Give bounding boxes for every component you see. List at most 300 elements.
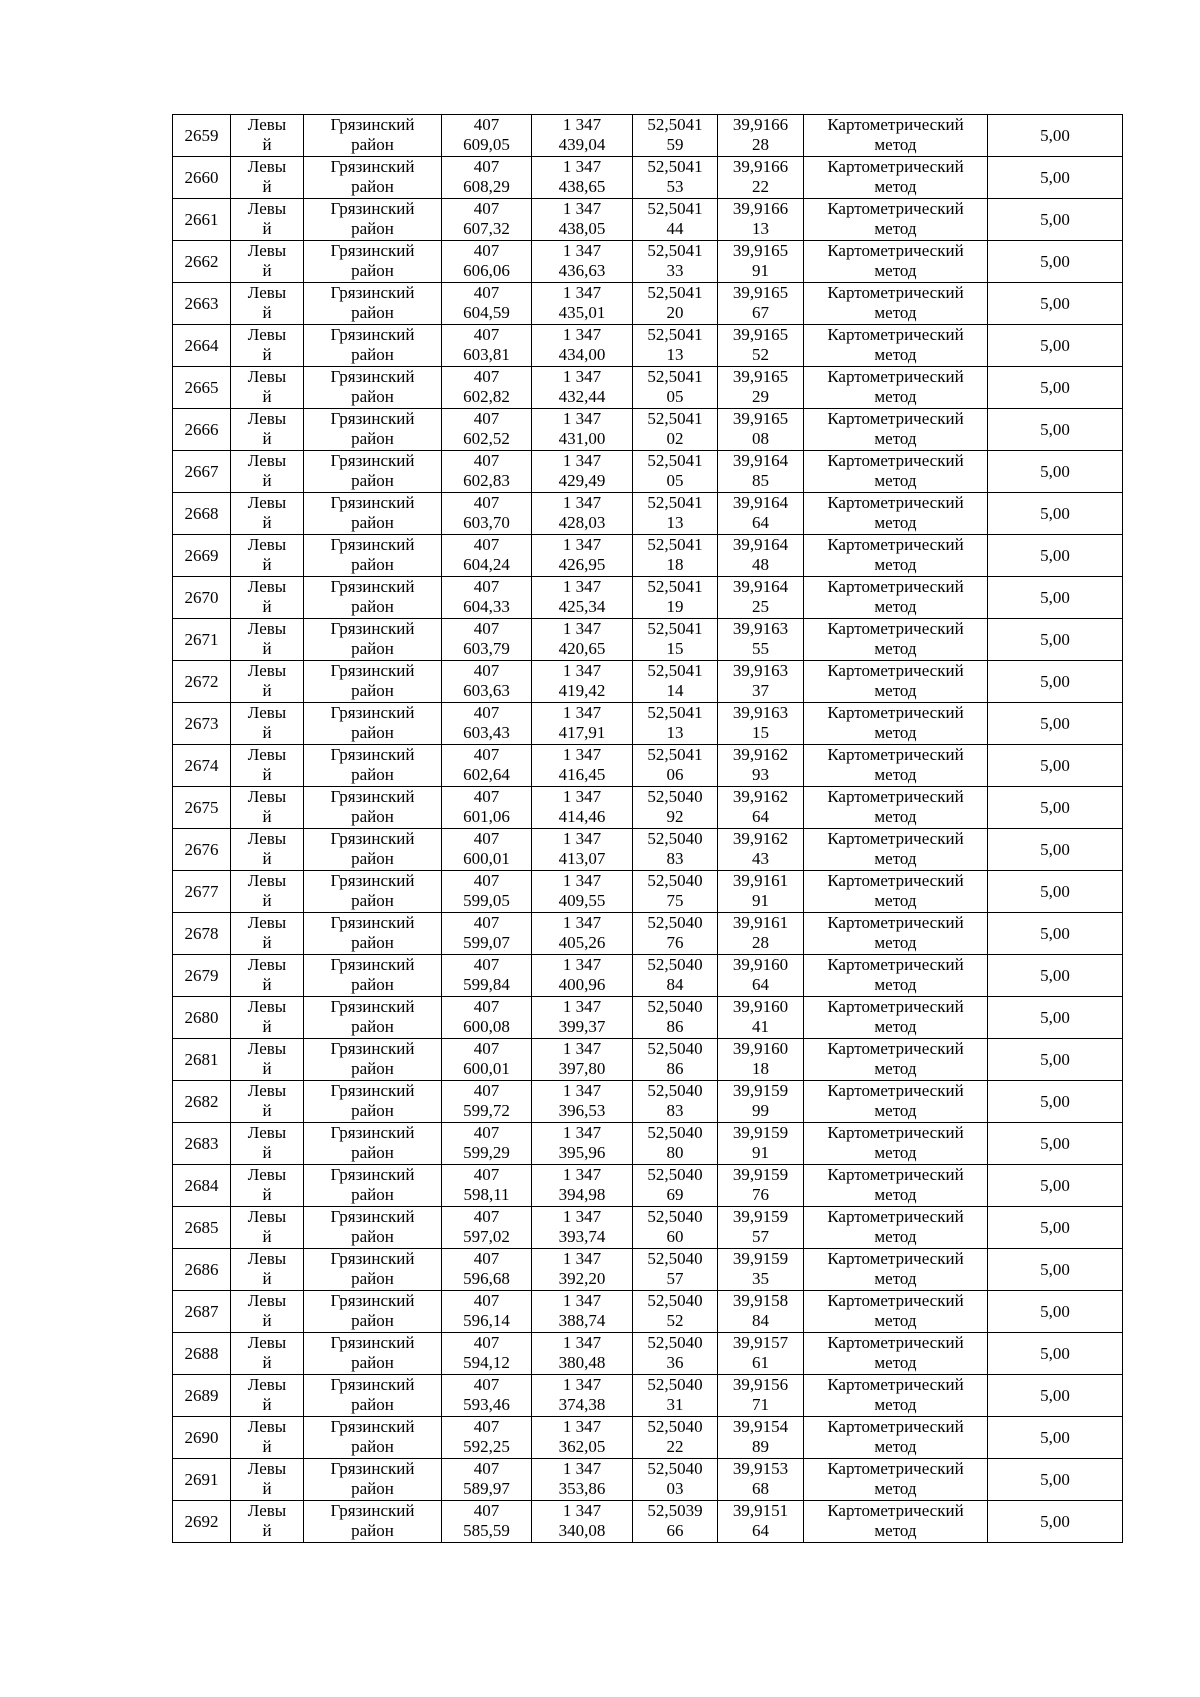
table-row: [173, 283, 1123, 325]
x-coordinate-cell: [442, 1123, 532, 1165]
side-cell-line: Левы: [247, 577, 287, 596]
method-cell-line: Картометрический: [827, 1249, 964, 1268]
side-cell: [231, 1333, 304, 1375]
longitude-cell: [718, 1459, 804, 1501]
y-coordinate-cell-line: 1 347: [562, 787, 602, 806]
table-row: [173, 1459, 1123, 1501]
longitude-cell-line: 93: [752, 765, 769, 784]
point-number-cell: 2674: [173, 745, 231, 787]
longitude-cell-line: 39,9163: [732, 619, 789, 638]
point-number-cell: 2669: [173, 535, 231, 577]
latitude-cell-line: 52,5041: [647, 283, 703, 302]
table-row: [173, 325, 1123, 367]
longitude-cell: [718, 367, 804, 409]
method-cell-line: метод: [874, 1479, 917, 1498]
table-body: [173, 115, 1123, 1543]
accuracy-cell: 5,00: [988, 1375, 1123, 1417]
district-cell-line: Грязинский: [330, 619, 415, 638]
x-coordinate-cell-line: 596,68: [463, 1269, 510, 1288]
latitude-cell-line: 52,5041: [647, 157, 703, 176]
side-cell-line: Левы: [247, 871, 287, 890]
longitude-cell-line: 37: [752, 681, 769, 700]
method-cell-line: Картометрический: [827, 199, 964, 218]
method-cell-line: метод: [874, 1437, 917, 1456]
latitude-cell: [633, 745, 718, 787]
method-cell-line: метод: [874, 1059, 917, 1078]
longitude-cell-line: 39,9164: [732, 577, 789, 596]
longitude-cell-line: 64: [752, 513, 769, 532]
longitude-cell-line: 71: [752, 1395, 769, 1414]
district-cell: [304, 1375, 442, 1417]
district-cell-line: Грязинский: [330, 199, 415, 218]
latitude-cell-line: 52,5041: [647, 745, 703, 764]
latitude-cell-line: 52,5040: [647, 1207, 703, 1226]
accuracy-cell: 5,00: [988, 1039, 1123, 1081]
x-coordinate-cell-line: 407: [473, 283, 500, 302]
method-cell-line: Картометрический: [827, 1375, 964, 1394]
y-coordinate-cell-line: 435,01: [558, 303, 606, 322]
longitude-cell-line: 91: [752, 891, 769, 910]
y-coordinate-cell-line: 388,74: [558, 1311, 606, 1330]
side-cell-line: й: [262, 555, 272, 574]
x-coordinate-cell-line: 407: [473, 1207, 500, 1226]
latitude-cell: [633, 619, 718, 661]
latitude-cell-line: 05: [666, 387, 684, 406]
district-cell-line: Грязинский: [330, 745, 415, 764]
accuracy-cell: 5,00: [988, 829, 1123, 871]
latitude-cell-line: 52,5041: [647, 619, 703, 638]
table-row: [173, 829, 1123, 871]
x-coordinate-cell: [442, 745, 532, 787]
latitude-cell-line: 52,5040: [647, 1249, 703, 1268]
x-coordinate-cell: [442, 367, 532, 409]
district-cell-line: район: [351, 1353, 394, 1372]
y-coordinate-cell-line: 1 347: [562, 1249, 602, 1268]
method-cell: [804, 199, 988, 241]
longitude-cell-line: 39,9165: [732, 241, 789, 260]
y-coordinate-cell-line: 1 347: [562, 1333, 602, 1352]
method-cell-line: метод: [874, 219, 917, 238]
longitude-cell-line: 89: [752, 1437, 769, 1456]
table-row: [173, 1501, 1123, 1543]
accuracy-cell: 5,00: [988, 1123, 1123, 1165]
district-cell-line: район: [351, 1101, 394, 1120]
latitude-cell: [633, 1249, 718, 1291]
district-cell-line: район: [351, 597, 394, 616]
side-cell: [231, 157, 304, 199]
y-coordinate-cell-line: 409,55: [558, 891, 606, 910]
latitude-cell-line: 06: [666, 765, 684, 784]
longitude-cell: [718, 745, 804, 787]
y-coordinate-cell-line: 1 347: [562, 1207, 602, 1226]
latitude-cell-line: 13: [666, 345, 684, 364]
method-cell-line: метод: [874, 765, 917, 784]
side-cell-line: Левы: [247, 1207, 287, 1226]
x-coordinate-cell: [442, 409, 532, 451]
y-coordinate-cell: [532, 451, 633, 493]
side-cell-line: й: [262, 513, 272, 532]
accuracy-cell: 5,00: [988, 1501, 1123, 1543]
method-cell-line: метод: [874, 471, 917, 490]
side-cell: [231, 703, 304, 745]
accuracy-cell: 5,00: [988, 1291, 1123, 1333]
method-cell: [804, 451, 988, 493]
method-cell-line: метод: [874, 303, 917, 322]
latitude-cell-line: 52,5040: [647, 1081, 703, 1100]
method-cell-line: метод: [874, 1101, 917, 1120]
y-coordinate-cell-line: 395,96: [558, 1143, 606, 1162]
method-cell-line: метод: [874, 723, 917, 742]
method-cell: [804, 409, 988, 451]
side-cell-line: Левы: [247, 745, 287, 764]
y-coordinate-cell-line: 1 347: [562, 1165, 602, 1184]
y-coordinate-cell: [532, 577, 633, 619]
latitude-cell: [633, 955, 718, 997]
side-cell-line: й: [262, 723, 272, 742]
side-cell: [231, 787, 304, 829]
table-row: [173, 157, 1123, 199]
district-cell-line: Грязинский: [330, 1501, 415, 1520]
method-cell: [804, 1291, 988, 1333]
method-cell-line: Картометрический: [827, 493, 964, 512]
side-cell: [231, 1375, 304, 1417]
latitude-cell: [633, 1081, 718, 1123]
district-cell-line: Грязинский: [330, 871, 415, 890]
method-cell-line: Картометрический: [827, 115, 964, 134]
side-cell-line: й: [262, 1017, 272, 1036]
longitude-cell-line: 39,9153: [732, 1459, 789, 1478]
x-coordinate-cell-line: 407: [473, 871, 500, 890]
point-number-cell: 2682: [173, 1081, 231, 1123]
side-cell: [231, 1207, 304, 1249]
longitude-cell: [718, 199, 804, 241]
y-coordinate-cell: [532, 913, 633, 955]
table-row: [173, 1333, 1123, 1375]
latitude-cell-line: 03: [666, 1479, 684, 1498]
y-coordinate-cell-line: 1 347: [562, 199, 602, 218]
y-coordinate-cell-line: 1 347: [562, 1081, 602, 1100]
district-cell-line: Грязинский: [330, 241, 415, 260]
side-cell: [231, 829, 304, 871]
district-cell-line: Грязинский: [330, 1375, 415, 1394]
district-cell-line: Грязинский: [330, 493, 415, 512]
y-coordinate-cell: [532, 787, 633, 829]
x-coordinate-cell-line: 407: [473, 661, 500, 680]
side-cell-line: Левы: [247, 913, 287, 932]
x-coordinate-cell-line: 407: [473, 199, 500, 218]
latitude-cell-line: 52,5041: [647, 577, 703, 596]
side-cell-line: Левы: [247, 325, 287, 344]
table-row: [173, 199, 1123, 241]
x-coordinate-cell: [442, 577, 532, 619]
side-cell-line: й: [262, 471, 272, 490]
side-cell-line: й: [262, 429, 272, 448]
y-coordinate-cell-line: 340,08: [558, 1521, 606, 1540]
longitude-cell-line: 39,9160: [732, 1039, 789, 1058]
y-coordinate-cell: [532, 1165, 633, 1207]
method-cell-line: Картометрический: [827, 283, 964, 302]
district-cell-line: район: [351, 1269, 394, 1288]
district-cell-line: район: [351, 387, 394, 406]
district-cell-line: район: [351, 1437, 394, 1456]
table-row: [173, 577, 1123, 619]
x-coordinate-cell-line: 600,08: [463, 1017, 510, 1036]
x-coordinate-cell-line: 599,84: [463, 975, 510, 994]
x-coordinate-cell-line: 407: [473, 1165, 500, 1184]
y-coordinate-cell-line: 1 347: [562, 157, 602, 176]
y-coordinate-cell: [532, 1375, 633, 1417]
x-coordinate-cell-line: 407: [473, 1501, 500, 1520]
latitude-cell: [633, 409, 718, 451]
latitude-cell: [633, 115, 718, 157]
district-cell-line: район: [351, 891, 394, 910]
longitude-cell: [718, 787, 804, 829]
method-cell-line: Картометрический: [827, 619, 964, 638]
district-cell-line: Грязинский: [330, 409, 415, 428]
point-number-cell: 2684: [173, 1165, 231, 1207]
point-number-cell: 2673: [173, 703, 231, 745]
x-coordinate-cell: [442, 1291, 532, 1333]
longitude-cell-line: 39,9165: [732, 409, 789, 428]
point-number-cell: 2690: [173, 1417, 231, 1459]
method-cell-line: Картометрический: [827, 535, 964, 554]
latitude-cell-line: 69: [666, 1185, 684, 1204]
side-cell-line: Левы: [247, 1081, 287, 1100]
table-row: [173, 535, 1123, 577]
method-cell-line: Картометрический: [827, 1459, 964, 1478]
district-cell-line: Грязинский: [330, 325, 415, 344]
district-cell: [304, 871, 442, 913]
table-row: [173, 1375, 1123, 1417]
side-cell: [231, 661, 304, 703]
district-cell-line: район: [351, 1395, 394, 1414]
x-coordinate-cell-line: 407: [473, 1417, 500, 1436]
longitude-cell: [718, 1501, 804, 1543]
district-cell: [304, 745, 442, 787]
method-cell-line: Картометрический: [827, 745, 964, 764]
table-row: [173, 913, 1123, 955]
x-coordinate-cell-line: 609,05: [463, 135, 510, 154]
x-coordinate-cell-line: 593,46: [463, 1395, 510, 1414]
longitude-cell-line: 99: [752, 1101, 769, 1120]
district-cell-line: Грязинский: [330, 451, 415, 470]
accuracy-cell: 5,00: [988, 1165, 1123, 1207]
district-cell: [304, 1333, 442, 1375]
table-row: [173, 409, 1123, 451]
y-coordinate-cell: [532, 493, 633, 535]
method-cell-line: Картометрический: [827, 241, 964, 260]
longitude-cell-line: 39,9163: [732, 703, 789, 722]
table-row: [173, 703, 1123, 745]
longitude-cell: [718, 1249, 804, 1291]
x-coordinate-cell-line: 592,25: [463, 1437, 510, 1456]
side-cell-line: Левы: [247, 283, 287, 302]
method-cell-line: Картометрический: [827, 1207, 964, 1226]
side-cell-line: Левы: [247, 787, 287, 806]
x-coordinate-cell-line: 407: [473, 1459, 500, 1478]
method-cell: [804, 619, 988, 661]
point-number-cell: 2664: [173, 325, 231, 367]
latitude-cell-line: 19: [666, 597, 684, 616]
y-coordinate-cell-line: 1 347: [562, 367, 602, 386]
table-row: [173, 745, 1123, 787]
method-cell: [804, 1165, 988, 1207]
longitude-cell-line: 39,9159: [732, 1165, 789, 1184]
district-cell-line: Грязинский: [330, 1249, 415, 1268]
district-cell: [304, 1501, 442, 1543]
latitude-cell: [633, 1375, 718, 1417]
y-coordinate-cell-line: 416,45: [558, 765, 606, 784]
side-cell: [231, 535, 304, 577]
x-coordinate-cell-line: 407: [473, 157, 500, 176]
longitude-cell-line: 67: [752, 303, 769, 322]
side-cell-line: Левы: [247, 493, 287, 512]
y-coordinate-cell-line: 1 347: [562, 577, 602, 596]
point-number-cell: 2681: [173, 1039, 231, 1081]
method-cell: [804, 367, 988, 409]
latitude-cell-line: 18: [666, 555, 684, 574]
y-coordinate-cell-line: 1 347: [562, 955, 602, 974]
longitude-cell: [718, 1081, 804, 1123]
side-cell-line: й: [262, 639, 272, 658]
method-cell-line: метод: [874, 681, 917, 700]
district-cell: [304, 367, 442, 409]
y-coordinate-cell-line: 438,05: [558, 219, 606, 238]
district-cell: [304, 955, 442, 997]
method-cell-line: Картометрический: [827, 1501, 964, 1520]
point-number-cell: 2660: [173, 157, 231, 199]
district-cell: [304, 1123, 442, 1165]
method-cell: [804, 787, 988, 829]
latitude-cell: [633, 1207, 718, 1249]
x-coordinate-cell: [442, 871, 532, 913]
x-coordinate-cell-line: 603,43: [463, 723, 510, 742]
district-cell-line: район: [351, 1185, 394, 1204]
method-cell-line: метод: [874, 807, 917, 826]
side-cell-line: й: [262, 1059, 272, 1078]
district-cell-line: район: [351, 681, 394, 700]
longitude-cell-line: 39,9151: [732, 1501, 789, 1520]
table-row: [173, 115, 1123, 157]
x-coordinate-cell-line: 597,02: [463, 1227, 510, 1246]
latitude-cell-line: 83: [666, 849, 684, 868]
accuracy-cell: 5,00: [988, 325, 1123, 367]
method-cell-line: метод: [874, 1269, 917, 1288]
district-cell: [304, 241, 442, 283]
x-coordinate-cell-line: 589,97: [463, 1479, 510, 1498]
side-cell-line: й: [262, 135, 272, 154]
district-cell: [304, 1039, 442, 1081]
method-cell-line: Картометрический: [827, 703, 964, 722]
method-cell: [804, 871, 988, 913]
accuracy-cell: 5,00: [988, 619, 1123, 661]
point-number-cell: 2677: [173, 871, 231, 913]
longitude-cell-line: 91: [752, 261, 769, 280]
point-number-cell: 2665: [173, 367, 231, 409]
x-coordinate-cell-line: 604,59: [463, 303, 510, 322]
y-coordinate-cell: [532, 745, 633, 787]
district-cell-line: Грязинский: [330, 535, 415, 554]
x-coordinate-cell-line: 594,12: [463, 1353, 510, 1372]
x-coordinate-cell-line: 601,06: [463, 807, 510, 826]
longitude-cell-line: 84: [752, 1311, 769, 1330]
latitude-cell-line: 52,5040: [647, 871, 703, 890]
district-cell: [304, 577, 442, 619]
longitude-cell-line: 41: [752, 1017, 769, 1036]
longitude-cell-line: 39,9165: [732, 325, 789, 344]
longitude-cell-line: 39,9158: [732, 1291, 789, 1310]
district-cell: [304, 157, 442, 199]
latitude-cell-line: 31: [666, 1395, 684, 1414]
district-cell: [304, 913, 442, 955]
point-number-cell: 2683: [173, 1123, 231, 1165]
table-row: [173, 367, 1123, 409]
method-cell-line: метод: [874, 1143, 917, 1162]
district-cell-line: Грязинский: [330, 1459, 415, 1478]
latitude-cell-line: 52,5041: [647, 535, 703, 554]
method-cell: [804, 535, 988, 577]
latitude-cell: [633, 1459, 718, 1501]
district-cell-line: район: [351, 1521, 394, 1540]
district-cell: [304, 325, 442, 367]
longitude-cell-line: 39,9161: [732, 913, 789, 932]
point-number-cell: 2689: [173, 1375, 231, 1417]
side-cell-line: Левы: [247, 997, 287, 1016]
x-coordinate-cell: [442, 1417, 532, 1459]
district-cell: [304, 409, 442, 451]
point-number-cell: 2666: [173, 409, 231, 451]
y-coordinate-cell-line: 426,95: [558, 555, 606, 574]
accuracy-cell: 5,00: [988, 955, 1123, 997]
method-cell-line: метод: [874, 1395, 917, 1414]
longitude-cell-line: 39,9162: [732, 787, 789, 806]
accuracy-cell: 5,00: [988, 1081, 1123, 1123]
latitude-cell-line: 52,5040: [647, 1375, 703, 1394]
district-cell: [304, 199, 442, 241]
side-cell-line: Левы: [247, 451, 287, 470]
y-coordinate-cell-line: 428,03: [558, 513, 606, 532]
y-coordinate-cell-line: 1 347: [562, 1459, 602, 1478]
latitude-cell-line: 52,5040: [647, 1417, 703, 1436]
latitude-cell-line: 14: [666, 681, 684, 700]
side-cell-line: Левы: [247, 955, 287, 974]
accuracy-cell: 5,00: [988, 871, 1123, 913]
x-coordinate-cell: [442, 493, 532, 535]
side-cell: [231, 1291, 304, 1333]
method-cell-line: метод: [874, 639, 917, 658]
y-coordinate-cell-line: 417,91: [558, 723, 606, 742]
point-number-cell: 2687: [173, 1291, 231, 1333]
method-cell: [804, 577, 988, 619]
accuracy-cell: 5,00: [988, 493, 1123, 535]
y-coordinate-cell-line: 1 347: [562, 493, 602, 512]
point-number-cell: 2667: [173, 451, 231, 493]
y-coordinate-cell: [532, 157, 633, 199]
latitude-cell-line: 52,5040: [647, 1291, 703, 1310]
method-cell-line: метод: [874, 345, 917, 364]
longitude-cell: [718, 577, 804, 619]
y-coordinate-cell-line: 392,20: [558, 1269, 606, 1288]
side-cell-line: Левы: [247, 1501, 287, 1520]
method-cell-line: метод: [874, 1017, 917, 1036]
y-coordinate-cell-line: 405,26: [558, 933, 606, 952]
x-coordinate-cell-line: 603,79: [463, 639, 510, 658]
method-cell-line: Картометрический: [827, 1417, 964, 1436]
side-cell-line: Левы: [247, 1459, 287, 1478]
side-cell: [231, 199, 304, 241]
x-coordinate-cell-line: 407: [473, 493, 500, 512]
y-coordinate-cell-line: 414,46: [558, 807, 606, 826]
